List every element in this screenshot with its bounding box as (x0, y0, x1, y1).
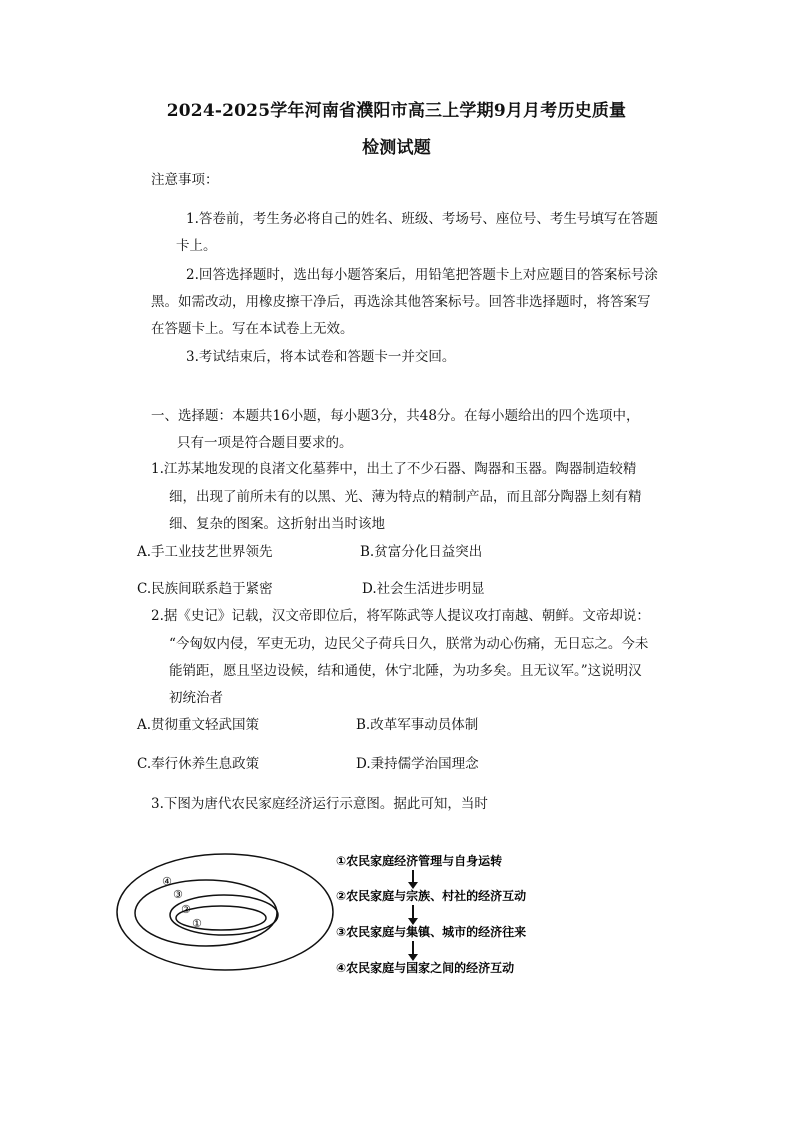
q3-stem: 3.下图为唐代农民家庭经济运行示意图。据此可知，当时 (151, 796, 488, 812)
ring-label-3: ③ (173, 888, 183, 901)
q2-option-d: D.秉持儒学治国理念 (356, 756, 479, 772)
section-1-line-2: 只有一项是符合题目要求的。 (177, 435, 353, 451)
page-subtitle: 检测试题 (362, 138, 431, 158)
notes-heading: 注意事项： (151, 172, 219, 188)
q1-stem-line-3: 细、复杂的图案。这折射出当时该地 (169, 516, 385, 532)
section-1-line-1: 一、选择题：本题共16小题，每小题3分，共48分。在每小题给出的四个选项中， (151, 408, 640, 424)
q1-option-b: B.贫富分化日益突出 (360, 544, 483, 560)
q3-economy-diagram (100, 845, 560, 985)
q1-stem-line-1: 1.江苏某地发现的良渚文化墓葬中，出土了不少石器、陶器和玉器。陶器制造较精 (151, 461, 637, 477)
step-4-label: ④农民家庭与国家之间的经济互动 (336, 961, 515, 975)
q2-option-b: B.改革军事动员体制 (356, 717, 479, 733)
notes-item-1-line-1: 1.答卷前，考生务必将自己的姓名、班级、考场号、座位号、考生号填写在答题 (186, 211, 658, 227)
q2-stem-line-4: 初统治者 (169, 690, 223, 706)
arrow-down-icon (408, 882, 418, 889)
q1-option-d: D.社会生活进步明显 (362, 581, 485, 597)
page-title: 2024-2025学年河南省濮阳市高三上学期9月月考历史质量 (166, 101, 627, 121)
q2-stem-line-2: “今匈奴内侵，军吏无功，边民父子荷兵日久，朕常为动心伤痛，无日忘之。今未 (169, 636, 649, 652)
step-1-label: ①农民家庭经济管理与自身运转 (336, 854, 503, 868)
q2-option-a: A.贯彻重文轻武国策 (137, 717, 260, 733)
ring-label-2: ② (181, 903, 191, 916)
ring-3-ellipse (135, 880, 277, 946)
notes-item-1-line-2: 卡上。 (176, 238, 217, 254)
arrow-down-icon (408, 954, 418, 961)
q1-option-c: C.民族间联系趋于紧密 (137, 581, 273, 597)
ring-4-ellipse (117, 854, 333, 970)
q2-option-c: C.奉行休养生息政策 (137, 756, 260, 772)
notes-item-2-line-1: 2.回答选择题时，选出每小题答案后，用铅笔把答题卡上对应题目的答案标号涂 (186, 267, 658, 283)
notes-item-3: 3.考试结束后，将本试卷和答题卡一并交回。 (186, 349, 456, 365)
q1-option-a: A.手工业技艺世界领先 (137, 544, 273, 560)
q2-stem-line-3: 能销距，愿且坚边设候，结和通使，休宁北陲，为功多矣。且无议军。”这说明汉 (169, 663, 642, 679)
step-2-label: ②农民家庭与宗族、村社的经济互动 (336, 889, 527, 903)
step-3-label: ③农民家庭与集镇、城市的经济往来 (336, 925, 527, 939)
notes-item-2-line-2: 黑。如需改动，用橡皮擦干净后，再选涂其他答案标号。回答非选择题时，将答案写 (151, 294, 651, 310)
arrow-down-icon (408, 918, 418, 925)
ring-label-4: ④ (162, 875, 172, 888)
notes-item-2-line-3: 在答题卡上。写在本试卷上无效。 (151, 321, 354, 337)
q2-stem-line-1: 2.据《史记》记载，汉文帝即位后，将军陈武等人提议攻打南越、朝鲜。文帝却说： (151, 608, 650, 624)
q1-stem-line-2: 细，出现了前所未有的以黑、光、薄为特点的精制产品，而且部分陶器上刻有精 (169, 489, 642, 505)
ring-label-1: ① (192, 917, 202, 930)
